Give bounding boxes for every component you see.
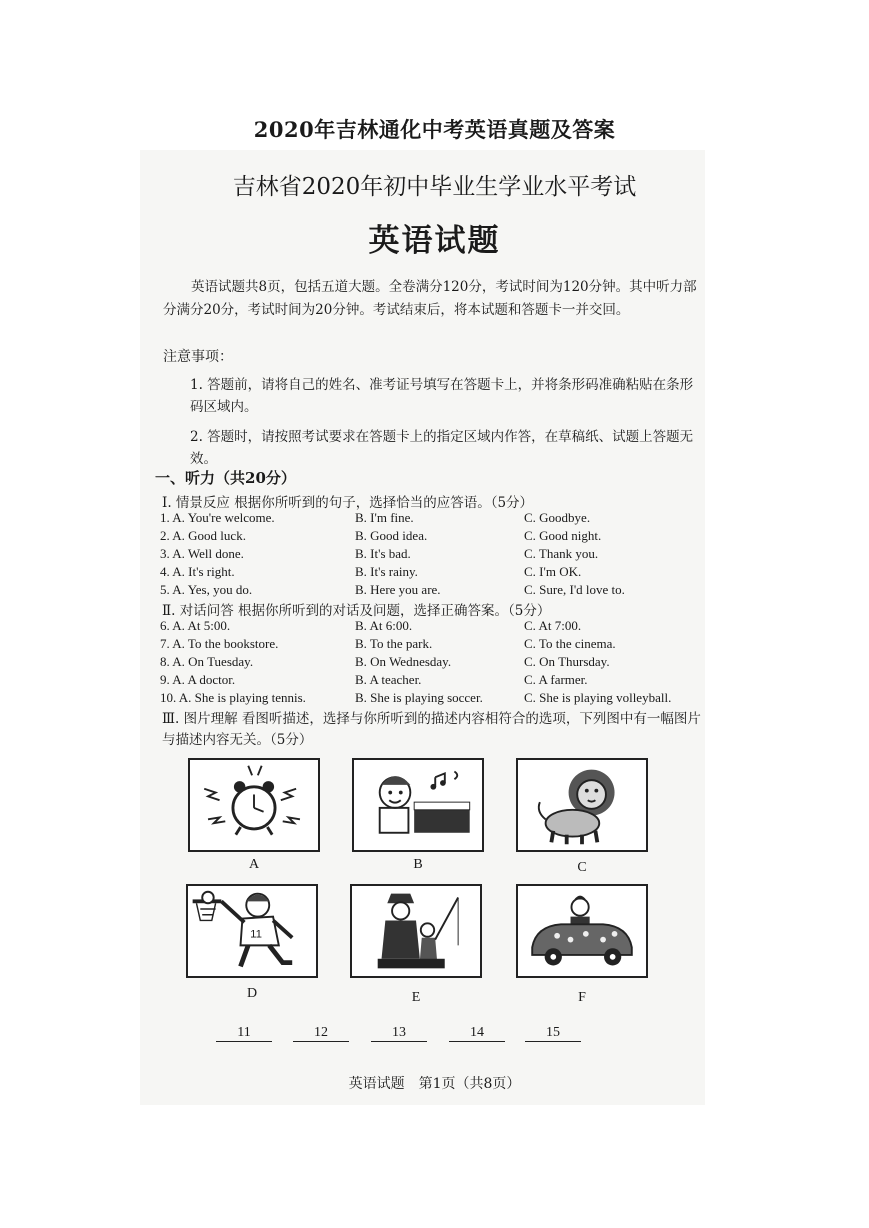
option-a: 5. A. Yes, you do. <box>160 582 253 597</box>
option-c: C. Goodbye. <box>524 510 591 525</box>
lion-icon <box>518 760 646 850</box>
question-row <box>160 672 705 691</box>
section-listening-heading: 一、听力（共20分） <box>155 469 296 487</box>
option-a: 2. A. Good luck. <box>160 528 246 543</box>
question-row <box>160 564 705 583</box>
note-item: 2. 答题时，请按照考试要求在答题卡上的指定区域内作答，在草稿纸、试题上答题无效。 <box>190 429 694 467</box>
exam-title: 吉林省2020年初中毕业生学业水平考试 <box>232 174 637 200</box>
note-item: 1. 答题前，请将自己的姓名、准考证号填写在答题卡上，并将条形码准确粘贴在条形码区域内。 <box>190 377 694 415</box>
question-row <box>160 510 705 529</box>
picture-a <box>188 758 320 852</box>
option-c: C. Good night. <box>524 528 602 543</box>
option-a: 10. A. She is playing tennis. <box>160 690 306 705</box>
page-footer: 英语试题 第1页（共8页） <box>348 1076 521 1092</box>
subject-title: 英语试题 <box>368 223 501 259</box>
option-a: 6. A. At 5:00. <box>160 618 231 633</box>
picture-label: D <box>246 986 258 1001</box>
question-row <box>160 690 705 709</box>
part1-heading: Ⅰ. 情景反应 根据你所听到的句子，选择恰当的应答语。（5分） <box>162 495 534 511</box>
car-driver-icon <box>518 886 646 976</box>
option-a: 4. A. It's right. <box>160 564 235 579</box>
piano-player-icon <box>354 760 482 850</box>
picture-label: F <box>578 990 586 1005</box>
option-c: C. A farmer. <box>524 672 588 687</box>
option-b: B. At 6:00. <box>355 618 413 633</box>
question-row <box>160 528 705 547</box>
option-b: B. On Wednesday. <box>355 654 452 669</box>
option-a: 9. A. A doctor. <box>160 672 236 687</box>
option-a: 1. A. You're welcome. <box>160 510 275 525</box>
option-c: C. Thank you. <box>524 546 599 561</box>
picture-f <box>516 884 648 978</box>
option-c: C. At 7:00. <box>524 618 582 633</box>
part3-heading: Ⅲ. 图片理解 看图听描述，选择与你所听到的描述内容相符合的选项，下列图中有一幅图片与描述内容无关。（5分） <box>162 711 701 748</box>
option-a: 8. A. On Tuesday. <box>160 654 254 669</box>
fishing-icon <box>352 886 480 976</box>
answer-blank: 14 <box>449 1025 505 1042</box>
svg-text:11: 11 <box>250 928 262 941</box>
option-b: B. It's rainy. <box>355 564 418 579</box>
option-b: B. A teacher. <box>355 672 422 687</box>
picture-label: C <box>577 860 587 875</box>
option-b: B. I'm fine. <box>355 510 414 525</box>
option-c: C. On Thursday. <box>524 654 610 669</box>
option-c: C. Sure, I'd love to. <box>524 582 625 597</box>
document-title: 2020年吉林通化中考英语真题及答案 <box>253 117 616 142</box>
option-c: C. To the cinema. <box>524 636 616 651</box>
option-b: B. She is playing soccer. <box>355 690 483 705</box>
option-b: B. Good idea. <box>355 528 428 543</box>
question-row <box>160 618 705 637</box>
answer-blank: 13 <box>371 1025 427 1042</box>
picture-label: A <box>248 857 260 872</box>
answer-blank: 12 <box>293 1025 349 1042</box>
picture-c <box>516 758 648 852</box>
option-a: 3. A. Well done. <box>160 546 244 561</box>
question-row <box>160 546 705 565</box>
picture-label: E <box>411 990 421 1005</box>
answer-blank: 11 <box>216 1025 272 1042</box>
option-c: C. I'm OK. <box>524 564 582 579</box>
option-c: C. She is playing volleyball. <box>524 690 672 705</box>
answer-blank: 15 <box>525 1025 581 1042</box>
notes-heading: 注意事项： <box>163 349 233 365</box>
part2-heading: Ⅱ. 对话问答 根据你所听到的对话及问题，选择正确答案。（5分） <box>162 603 551 619</box>
question-row <box>160 636 705 655</box>
exam-intro: 英语试题共8页，包括五道大题。全卷满分120分，考试时间为120分钟。其中听力部分满分20分，考试时间为20分钟。考试结束后，将本试题和答题卡一并交回。 <box>163 279 697 318</box>
option-b: B. To the park. <box>355 636 433 651</box>
question-row <box>160 654 705 673</box>
picture-b <box>352 758 484 852</box>
picture-d <box>186 884 318 978</box>
option-a: 7. A. To the bookstore. <box>160 636 279 651</box>
basketball-player-icon <box>188 886 316 976</box>
picture-e <box>350 884 482 978</box>
alarm-clock-icon <box>190 760 318 850</box>
option-b: B. It's bad. <box>355 546 411 561</box>
option-b: B. Here you are. <box>355 582 441 597</box>
picture-label: B <box>413 857 423 872</box>
